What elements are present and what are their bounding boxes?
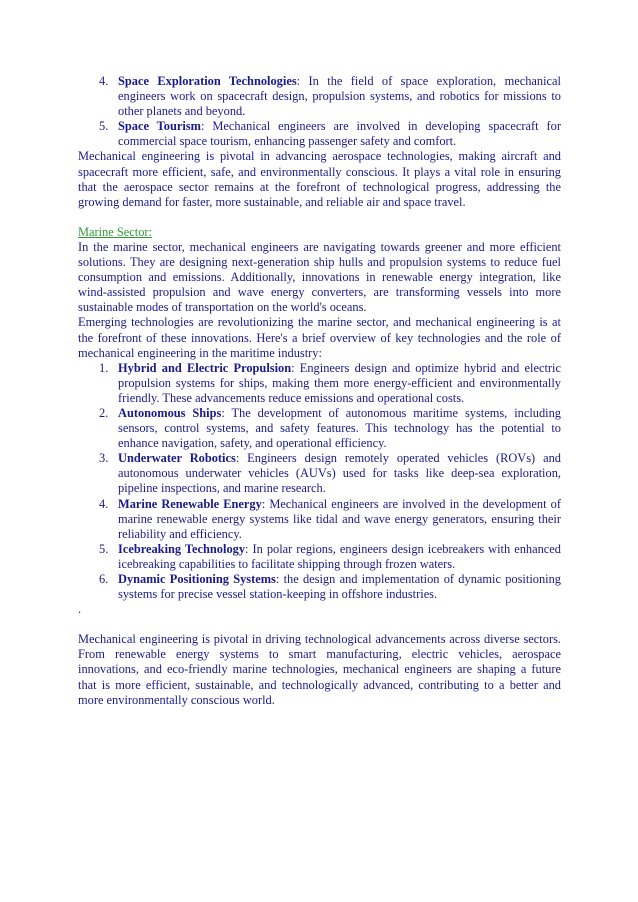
marine-technologies-list bbox=[78, 361, 561, 603]
document-page bbox=[78, 74, 561, 708]
list-number: 6. bbox=[99, 572, 109, 586]
aerospace-list bbox=[78, 74, 561, 149]
list-number: 5. bbox=[99, 119, 109, 134]
list-text: : Engineers design remotely operated vehicles (ROVs) and autonomous underwater vehicles (AUVs) used for tasks like deep-sea exploration, pipeline inspections, and marine research. bbox=[118, 451, 561, 496]
list-item bbox=[78, 542, 561, 572]
list-number: 3. bbox=[99, 451, 109, 466]
list-term: Dynamic Positioning Systems bbox=[118, 572, 276, 586]
list-item bbox=[78, 572, 561, 602]
marine-intro-paragraph: In the marine sector, mechanical engineers are navigating towards greener and more efficient solutions. They are designing next-generation ship hulls and propulsion systems to reduce fuel consumption and emissions. Additionally, innovations in renewable energy integration, like wind-assisted propulsion and wave energy converters, are transforming vessels into more sustainable modes of transportation on the world's oceans. bbox=[78, 239, 561, 315]
list-term: Autonomous Ships bbox=[118, 405, 222, 420]
list-item bbox=[78, 74, 561, 119]
list-item bbox=[78, 119, 561, 149]
list-text: : Engineers design and optimize hybrid and electric propulsion systems for ships, making them more energy-efficient and environmentally friendly. These advancements reduce emissions and operational costs. bbox=[118, 360, 562, 405]
list-text: : The development of autonomous maritime systems, including sensors, control systems, and safety features. This technology has the potential to enhance navigation, safety, and operational efficiency. bbox=[118, 405, 562, 451]
list-number: 1. bbox=[99, 360, 109, 375]
list-number: 5. bbox=[99, 541, 109, 556]
list-term: Underwater Robotics bbox=[118, 451, 236, 466]
list-item bbox=[78, 361, 561, 406]
list-term: Space Tourism bbox=[118, 119, 201, 134]
list-number: 4. bbox=[99, 496, 109, 511]
paragraph-spacer bbox=[78, 617, 561, 632]
list-term: Space Exploration Technologies bbox=[118, 74, 297, 88]
list-term: Hybrid and Electric Propulsion bbox=[118, 360, 292, 375]
list-text: : Mechanical engineers are involved in developing spacecraft for commercial space tourism, enhancing passenger safety and comfort. bbox=[118, 119, 561, 149]
list-number: 2. bbox=[99, 405, 109, 420]
list-term: Icebreaking Technology bbox=[118, 541, 246, 556]
conclusion-paragraph: Mechanical engineering is pivotal in driving technological advancements across diverse sectors. From renewable energy systems to smart manufacturing, electric vehicles, aerospace innovations, and eco-friendly marine technologies, mechanical engineers are shaping a future that is more efficient, sustainable, and technologically advanced, contributing to a better and more environmentally conscious world. bbox=[78, 632, 561, 707]
aerospace-summary: Mechanical engineering is pivotal in advancing aerospace technologies, making aircraft and spacecraft more efficient, safe, and environmentally conscious. It plays a vital role in ensuring that the aerospace sector remains at the forefront of technological progress, addressing the growing demand for faster, more sustainable, and reliable air and space travel. bbox=[78, 149, 561, 209]
list-item bbox=[78, 451, 561, 496]
list-text: : the design and implementation of dynamic positioning systems for precise vessel station-keeping in offshore industries. bbox=[118, 572, 561, 602]
marine-sector-heading: Marine Sector: bbox=[78, 224, 152, 239]
list-text: : In the field of space exploration, mechanical engineers work on spacecraft design, propulsion systems, and robotics for missions to other planets and beyond. bbox=[118, 74, 561, 119]
list-item bbox=[78, 406, 561, 451]
list-term: Marine Renewable Energy bbox=[118, 496, 262, 511]
list-item bbox=[78, 497, 561, 542]
stray-period: . bbox=[78, 602, 82, 617]
list-text: : Mechanical engineers are involved in the development of marine renewable energy systems like tidal and wave energy generators, ensuring their reliability and efficiency. bbox=[118, 496, 561, 541]
list-text: : In polar regions, engineers design icebreakers with enhanced icebreaking capabilities to facilitate shipping through frozen waters. bbox=[118, 541, 561, 571]
marine-overview-paragraph: Emerging technologies are revolutionizing the marine sector, and mechanical engineering is at the forefront of these innovations. Here's a brief overview of key technologies and the role of mechanical engineering in the maritime industry: bbox=[78, 315, 561, 360]
list-number: 4. bbox=[99, 74, 109, 88]
